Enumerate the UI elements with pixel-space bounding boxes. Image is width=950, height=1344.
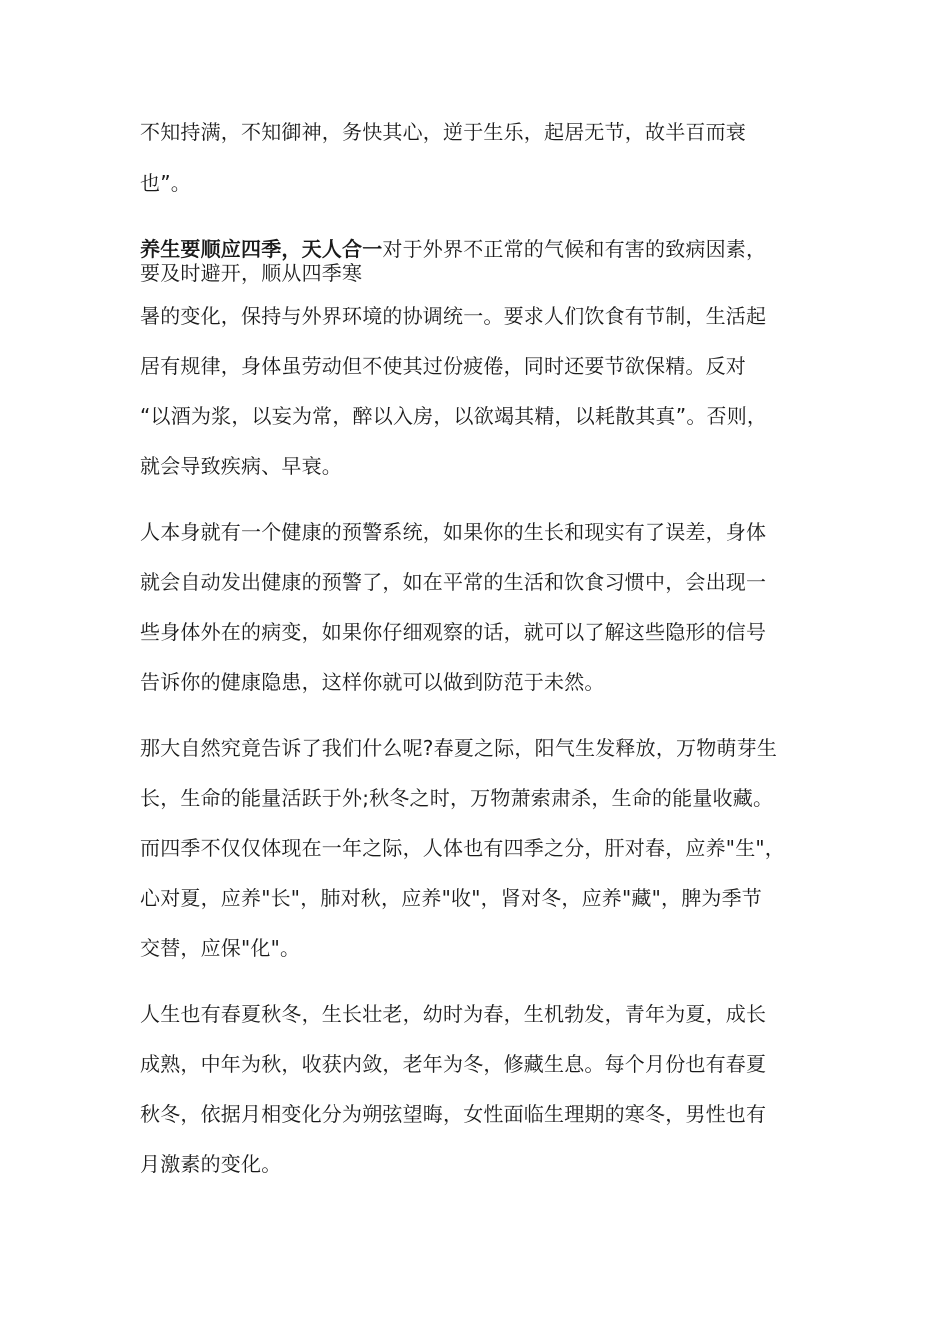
paragraph-line: 人本身就有一个健康的预警系统，如果你的生长和现实有了误差，身体 (140, 520, 767, 544)
paragraph-line: 暑的变化，保持与外界环境的协调统一。要求人们饮食有节制，生活起 (140, 304, 767, 328)
paragraph-line: 居有规律，身体虽劳动但不使其过份疲倦，同时还要节欲保精。反对 (140, 354, 746, 378)
paragraph-line: 而四季不仅仅体现在一年之际，人体也有四季之分，肝对春，应养"生"， (140, 836, 785, 860)
paragraph-line: 心对夏，应养"长"，肺对秋，应养"收"，肾对冬，应养"藏"，脾为季节 (140, 886, 762, 910)
paragraph-line: 就会导致疾病、早衰。 (140, 454, 342, 478)
paragraph-line: 些身体外在的病变，如果你仔细观察的话，就可以了解这些隐形的信号 (140, 620, 767, 644)
paragraph-line: “以酒为浆，以妄为常，醉以入房，以欲竭其精，以耗散其真”。否则， (140, 404, 768, 428)
paragraph-line (140, 236, 766, 262)
paragraph-line: 长，生命的能量活跃于外;秋冬之时，万物萧索肃杀，生命的能量收藏。 (140, 786, 774, 810)
paragraph-line: 就会自动发出健康的预警了，如在平常的生活和饮食习惯中，会出现一 (140, 570, 767, 594)
paragraph-line: 要及时避开，顺从四季寒 (140, 261, 363, 285)
paragraph-line: 月激素的变化。 (140, 1152, 282, 1176)
paragraph-line: 那大自然究竟告诉了我们什么呢?春夏之际，阳气生发释放，万物萌芽生 (140, 736, 778, 760)
paragraph-line: 不知持满，不知御神，务快其心，逆于生乐，起居无节，故半百而衰 (140, 120, 746, 144)
paragraph-line: 交替，应保"化"。 (140, 936, 301, 960)
paragraph-text: 对于外界不正常的气候和有害的致病因素， (382, 237, 767, 261)
paragraph-line: 人生也有春夏秋冬，生长壮老，幼时为春，生机勃发，青年为夏，成长 (140, 1002, 767, 1026)
paragraph-line: 秋冬，依据月相变化分为朔弦望晦，女性面临生理期的寒冬，男性也有 (140, 1102, 767, 1126)
paragraph-line: 告诉你的健康隐患，这样你就可以做到防范于未然。 (140, 670, 605, 694)
paragraph-line: 也”。 (140, 171, 191, 195)
paragraph-line: 成熟，中年为秋，收获内敛，老年为冬，修藏生息。每个月份也有春夏 (140, 1052, 767, 1076)
section-heading: 养生要顺应四季，天人合一 (140, 237, 383, 261)
